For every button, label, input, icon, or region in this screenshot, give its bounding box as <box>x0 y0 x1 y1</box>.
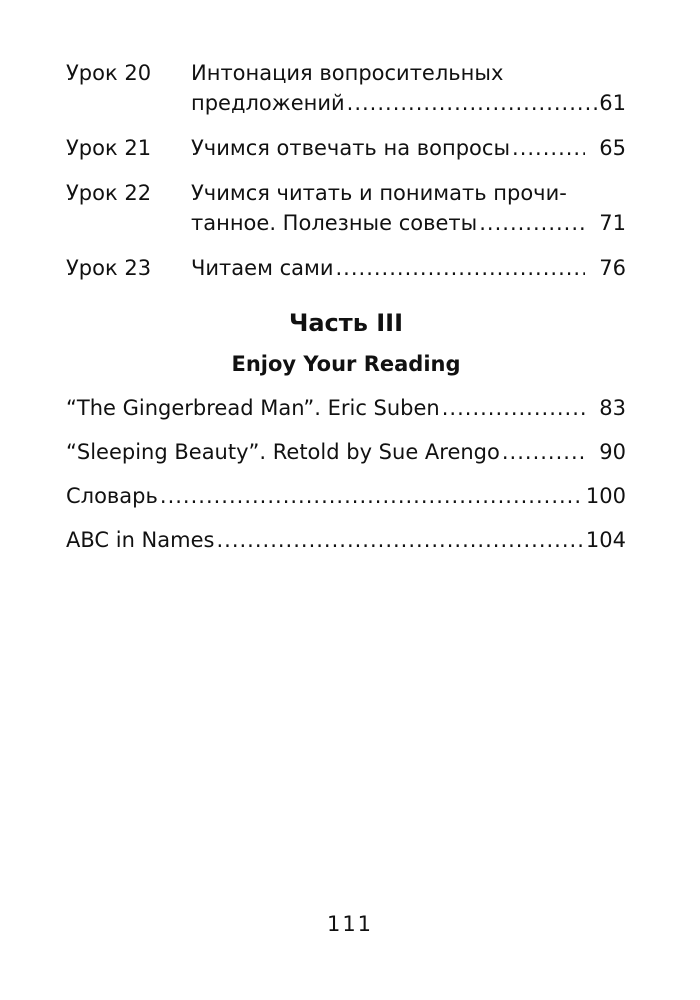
lesson-number: Урок 23 <box>66 256 152 280</box>
toc-entry-abc-in-names <box>66 525 626 555</box>
lesson-number: Урок 21 <box>66 136 152 160</box>
lesson-title-line <box>191 253 626 283</box>
lesson-number: Урок 20 <box>66 61 152 85</box>
dot-leader <box>336 253 586 283</box>
entry-title: Словарь <box>66 484 158 508</box>
page-number: 83 <box>599 396 626 420</box>
page-number: 76 <box>599 256 626 280</box>
toc-entry-gingerbread-man <box>66 393 626 423</box>
lesson-title-text: Читаем сами <box>191 256 334 280</box>
page-number: 65 <box>599 136 626 160</box>
lesson-title-line <box>191 208 626 238</box>
part-title: Часть III <box>288 309 404 337</box>
dot-leader <box>512 133 585 163</box>
lesson-title-text: Учимся отвечать на вопросы <box>191 136 511 160</box>
dot-leader <box>347 88 598 118</box>
toc-lesson-21 <box>66 133 626 163</box>
part-subtitle: Enjoy Your Reading <box>231 352 461 376</box>
toc-entry-sleeping-beauty <box>66 437 626 467</box>
toc-entry-dictionary <box>66 481 626 511</box>
lesson-number: Урок 22 <box>66 181 152 205</box>
lesson-body <box>191 253 626 283</box>
page-number: 100 <box>585 484 626 508</box>
lesson-body <box>191 58 626 118</box>
lesson-title-line <box>191 178 626 208</box>
lesson-body <box>191 133 626 163</box>
page-number: 104 <box>585 528 626 552</box>
lesson-title-text: предложений <box>191 91 345 115</box>
table-of-contents <box>66 58 626 555</box>
dot-leader <box>442 393 586 423</box>
dot-leader <box>502 437 585 467</box>
lesson-title-text: Интонация вопросительных <box>191 61 504 85</box>
page-number: 71 <box>599 211 626 235</box>
lesson-title-line <box>191 133 626 163</box>
dot-leader <box>479 208 585 238</box>
toc-lesson-20 <box>66 58 626 118</box>
lesson-title-text: Учимся читать и понимать прочи- <box>191 181 567 205</box>
toc-lesson-22 <box>66 178 626 238</box>
entry-title: “Sleeping Beauty”. Retold by Sue Arengo <box>66 440 500 464</box>
dot-leader <box>216 525 583 555</box>
entry-title: “The Gingerbread Man”. Eric Suben <box>66 396 440 420</box>
toc-lesson-23 <box>66 253 626 283</box>
entry-title: ABC in Names <box>66 528 215 552</box>
lesson-title-line <box>191 58 626 88</box>
page-folio: 111 <box>326 912 374 936</box>
page-number: 90 <box>599 440 626 464</box>
page-number: 61 <box>599 91 626 115</box>
lesson-title-line <box>191 88 626 118</box>
lesson-title-text: танное. Полезные советы <box>191 211 478 235</box>
dot-leader <box>160 481 584 511</box>
lesson-body <box>191 178 626 238</box>
toc-entries <box>66 393 626 555</box>
